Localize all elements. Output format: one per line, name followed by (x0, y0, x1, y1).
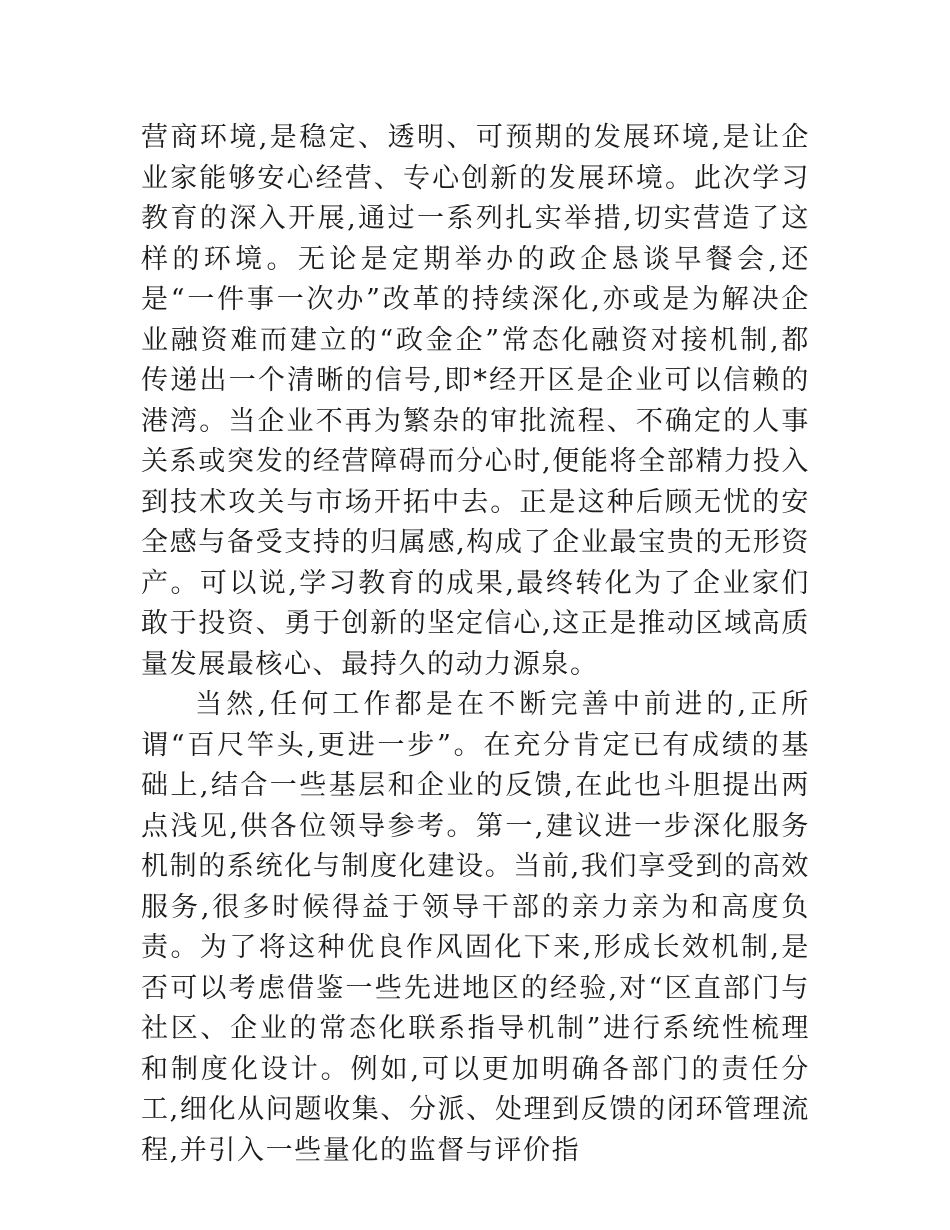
paragraph-2: 当然,任何工作都是在不断完善中前进的,正所谓“百尺竿头,更进一步”。在充分肯定已有成绩的基础上,结合一些基层和企业的反馈,在此也斗胆提出两点浅见,供各位领导参考。第一,建议进一步深化服务机制的系统化与制度化建设。当前,我们享受到的高效服务,很多时候得益于领导干部的亲力亲为和高度负责。为了将这种优良作风固化下来,形成长效机制,是否可以考虑借鉴一些先进地区的经验,对“区直部门与社区、企业的常态化联系指导机制”进行系统性梳理和制度化设计。例如,可以更加明确各部门的责任分工,细化从问题收集、分派、处理到反馈的闭环管理流程,并引入一些量化的监督与评价指 (141, 689, 810, 1166)
paragraph-1: 营商环境,是稳定、透明、可预期的发展环境,是让企业家能够安心经营、专心创新的发展环境。此次学习教育的深入开展,通过一系列扎实举措,切实营造了这样的环境。无论是定期举办的政企恳谈早餐会,还是“一件事一次办”改革的持续深化,亦或是为解决企业融资难而建立的“政金企”常态化融资对接机制,都传递出一个清晰的信号,即*经开区是企业可以信赖的港湾。当企业不再为繁杂的审批流程、不确定的人事关系或突发的经营障碍而分心时,便能将全部精力投入到技术攻关与市场开拓中去。正是这种后顾无忧的安全感与备受支持的归属感,构成了企业最宝贵的无形资产。可以说,学习教育的成果,最终转化为了企业家们敢于投资、勇于创新的坚定信心,这正是推动区域高质量发展最核心、最持久的动力源泉。 (141, 122, 810, 680)
